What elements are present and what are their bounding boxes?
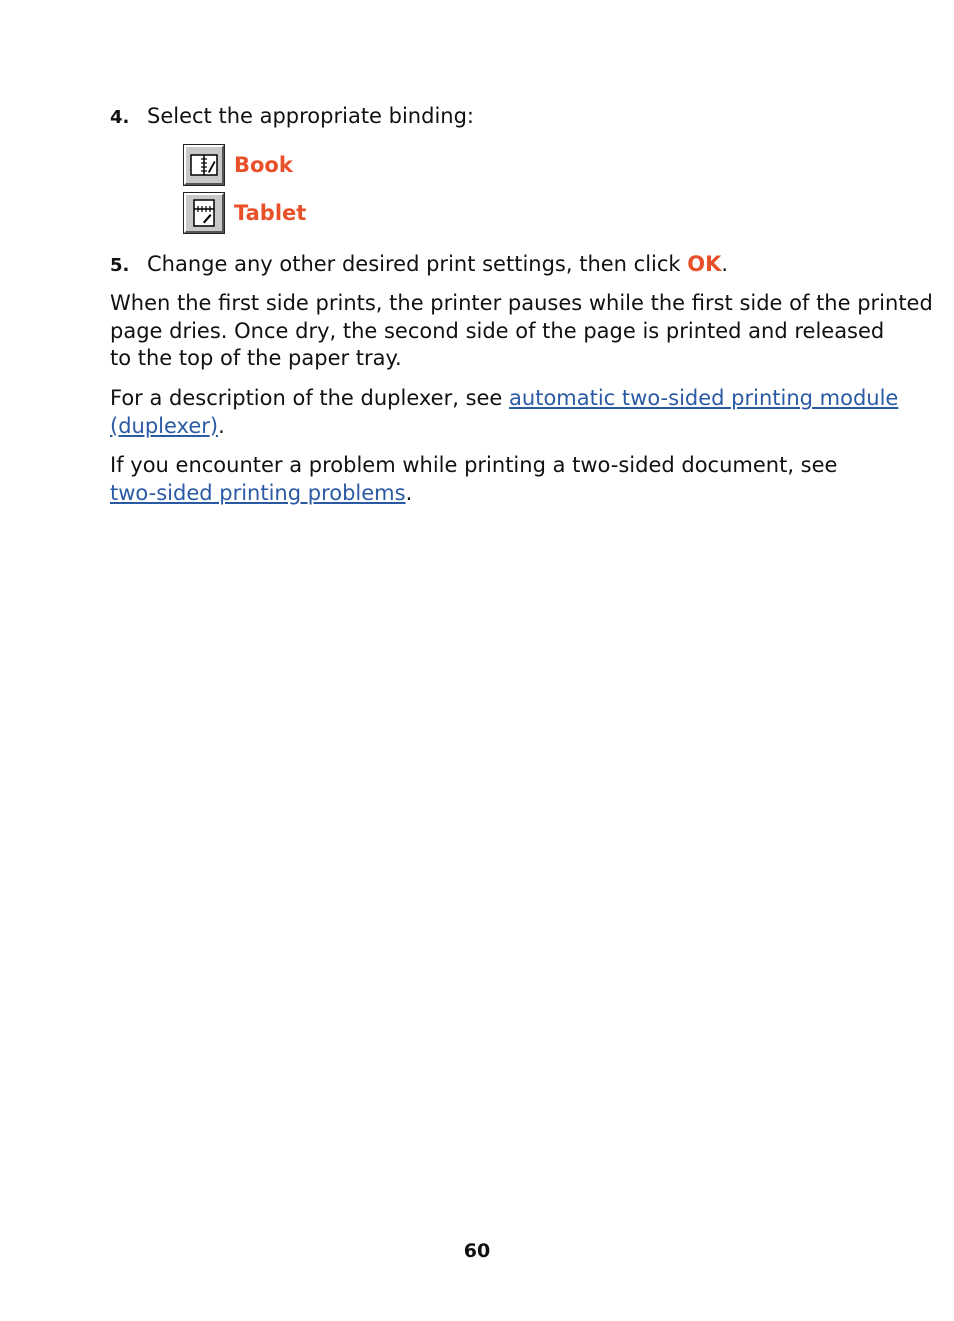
paragraph-drying	[110, 290, 933, 373]
paragraph-text-end: .	[218, 413, 225, 438]
paragraph-line: If you encounter a problem while printing a two-sided document, see	[110, 453, 838, 477]
step-text-end: .	[721, 252, 729, 276]
step-5	[110, 250, 728, 280]
duplexer-link-continued[interactable]: (duplexer)	[110, 413, 219, 438]
paragraph-line: to the top of the paper tray.	[110, 346, 402, 370]
paragraph-line: When the first side prints, the printer pauses while the first side of the printed	[110, 291, 933, 315]
binding-option-label: Tablet	[234, 201, 307, 225]
step-text: Select the appropriate binding:	[147, 104, 474, 128]
paragraph-duplexer	[110, 385, 899, 440]
paragraph-line	[110, 385, 899, 413]
paragraph-line	[110, 480, 850, 508]
tablet-binding-icon[interactable]	[184, 193, 224, 233]
paragraph-line: page dries. Once dry, the second side of the page is printed and released	[110, 318, 885, 343]
step-text: Change any other desired print settings, then click	[147, 252, 688, 276]
page-number: 60	[463, 1240, 491, 1262]
paragraph-problems	[110, 452, 850, 507]
binding-option-book[interactable]	[184, 145, 293, 185]
duplexer-link[interactable]: automatic two-sided printing module	[509, 386, 899, 410]
step-number: 5.	[110, 255, 130, 276]
book-binding-icon[interactable]	[184, 145, 224, 185]
step-number: 4.	[110, 107, 130, 128]
binding-option-tablet[interactable]	[184, 193, 306, 233]
two-sided-problems-link[interactable]: two-sided printing problems	[110, 480, 406, 505]
step-4	[110, 102, 474, 132]
ok-label: OK	[687, 252, 722, 276]
book-binding-icon-graphic	[189, 152, 219, 178]
tablet-binding-icon-graphic	[191, 198, 217, 228]
paragraph-line	[110, 413, 850, 441]
binding-option-label: Book	[234, 153, 293, 177]
paragraph-text-end: .	[405, 480, 413, 505]
paragraph-text: For a description of the duplexer, see	[110, 386, 510, 410]
